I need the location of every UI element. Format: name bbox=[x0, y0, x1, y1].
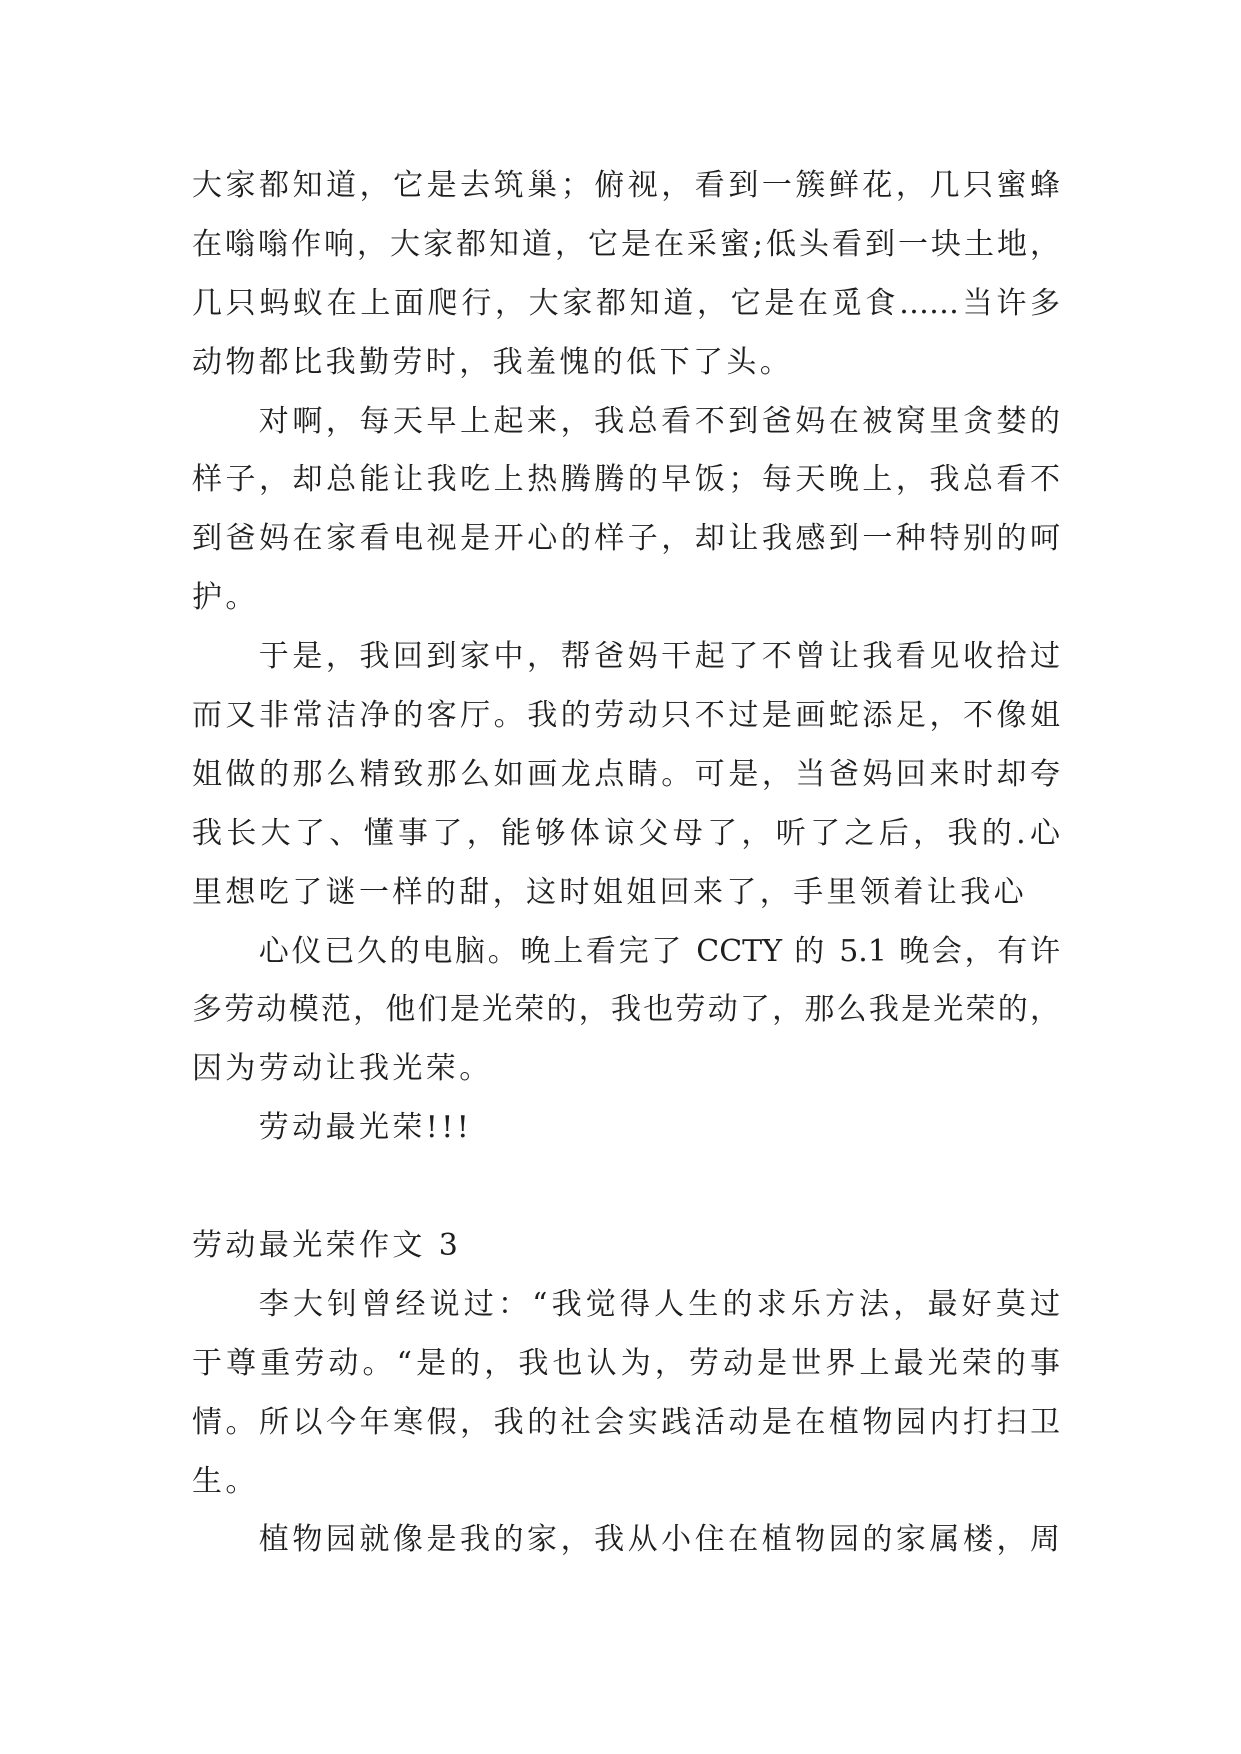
text-line: 对啊，每天早上起来，我总看不到爸妈在被窝里贪婪的 bbox=[258, 403, 1060, 439]
paragraph bbox=[192, 923, 1060, 1100]
paragraph bbox=[192, 1511, 1060, 1570]
text-line: 生。 bbox=[192, 1463, 259, 1499]
text-line: 李大钊曾经说过：“我觉得人生的求乐方法，最好莫过 bbox=[258, 1286, 1060, 1322]
text-line: 样子，却总能让我吃上热腾腾的早饭；每天晚上，我总看不 bbox=[192, 462, 1060, 498]
text-line: 植物园就像是我的家，我从小住在植物园的家属楼，周 bbox=[258, 1522, 1060, 1558]
text-line: 劳动最光荣!!! bbox=[258, 1110, 473, 1146]
text-line: 因为劳动让我光荣。 bbox=[192, 1051, 493, 1087]
paragraph bbox=[192, 393, 1060, 629]
text-line: 动物都比我勤劳时，我羞愧的低下了头。 bbox=[192, 344, 794, 380]
blank-line bbox=[192, 1158, 1060, 1217]
text-line: 到爸妈在家看电视是开心的样子，却让我感到一种特别的呵 bbox=[192, 521, 1060, 557]
text-line: 姐做的那么精致那么如画龙点睛。可是，当爸妈回来时却夸 bbox=[192, 756, 1060, 792]
text-line: 情。所以今年寒假，我的社会实践活动是在植物园内打扫卫 bbox=[192, 1404, 1060, 1440]
text-line: 于是，我回到家中，帮爸妈干起了不曾让我看见收拾过 bbox=[258, 639, 1060, 675]
paragraph bbox=[192, 1099, 1060, 1158]
text-line: 在嗡嗡作响，大家都知道，它是在采蜜;低头看到一块土地， bbox=[192, 226, 1060, 262]
text-line: 我长大了、懂事了，能够体谅父母了，听了之后，我的.心 bbox=[192, 815, 1060, 851]
text-line: 护。 bbox=[192, 580, 259, 616]
text-line: 心仪已久的电脑。晚上看完了 CCTY 的 5.1 晚会，有许 bbox=[258, 933, 1060, 969]
essay-title: 劳动最光荣作文 3 bbox=[192, 1228, 462, 1264]
paragraph bbox=[192, 628, 1060, 922]
document-body bbox=[192, 157, 1060, 1570]
paragraph bbox=[192, 157, 1060, 393]
text-line: 几只蚂蚁在上面爬行，大家都知道，它是在觅食……当许多 bbox=[192, 285, 1060, 321]
paragraph bbox=[192, 1276, 1060, 1512]
text-line: 而又非常洁净的客厅。我的劳动只不过是画蛇添足，不像姐 bbox=[192, 698, 1060, 734]
text-line: 多劳动模范，他们是光荣的，我也劳动了，那么我是光荣的， bbox=[192, 992, 1060, 1028]
text-line: 于尊重劳动。“是的，我也认为，劳动是世界上最光荣的事 bbox=[192, 1345, 1060, 1381]
text-line: 里想吃了谜一样的甜，这时姐姐回来了，手里领着让我心 bbox=[192, 874, 1027, 910]
text-line: 大家都知道，它是去筑巢；俯视，看到一簇鲜花，几只蜜蜂 bbox=[192, 168, 1060, 203]
